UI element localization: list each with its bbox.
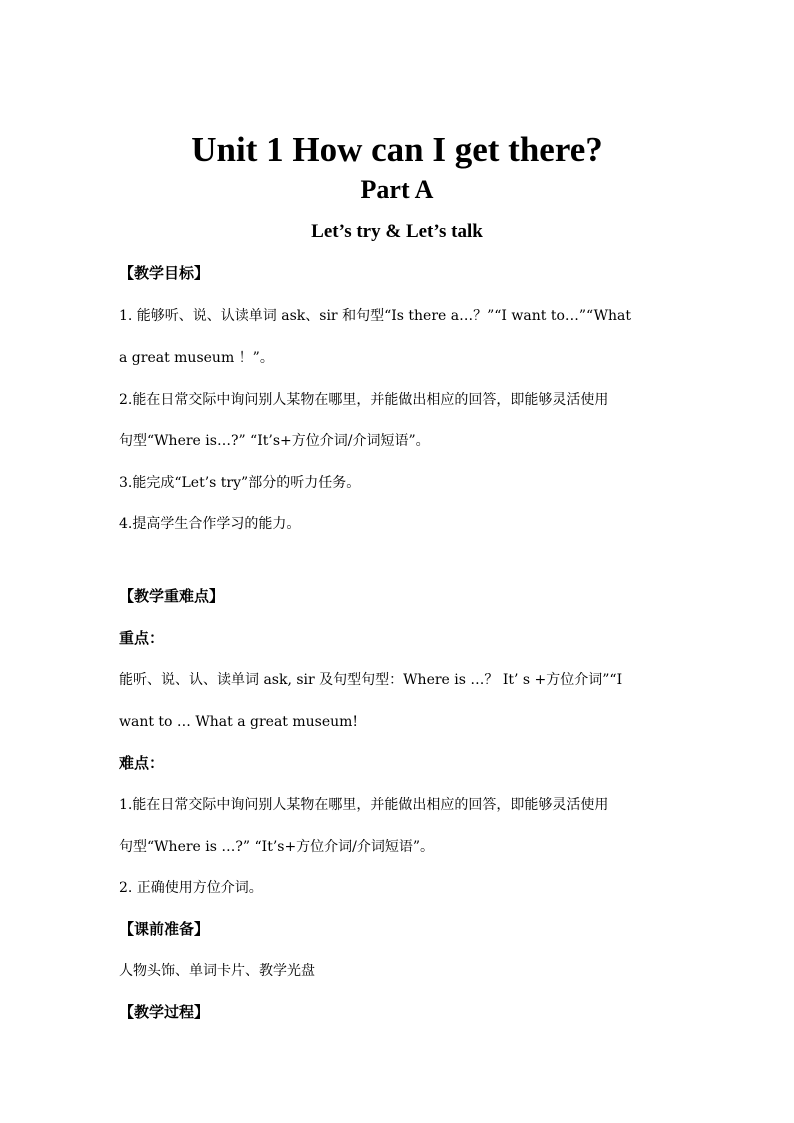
- objective-line: a great museum ！”。: [119, 350, 274, 366]
- objective-line: 3.能完成“Let’s try”部分的听力任务。: [119, 475, 361, 491]
- difficult-line: 2. 正确使用方位介词。: [119, 880, 263, 896]
- process-heading: 【教学过程】: [119, 1003, 210, 1021]
- lesson-subtitle: Let’s try & Let’s talk: [311, 221, 483, 242]
- key-points-heading: 【教学重难点】: [119, 587, 225, 605]
- difficult-line: 1.能在日常交际中询问别人某物在哪里，并能做出相应的回答，即能够灵活使用: [119, 797, 609, 813]
- key-line: 能听、说、认、读单词 ask, sir 及句型句型：Where is …？ It’ s +方位介词”“I: [119, 672, 623, 688]
- objective-line: 1. 能够听、说、认读单词 ask、sir 和句型“Is there a…？”“I want to…”“What: [119, 308, 631, 324]
- objective-line: 4.提高学生合作学习的能力。: [119, 516, 301, 532]
- key-line: want to … What a great museum!: [119, 714, 359, 730]
- document-title: Unit 1 How can I get there?: [191, 130, 603, 169]
- preparation-text: 人物头饰、单词卡片、教学光盘: [119, 963, 315, 979]
- objectives-heading: 【教学目标】: [119, 264, 210, 282]
- objective-line: 句型“Where is…?” “It’s+方位介词/介词短语”。: [119, 433, 430, 449]
- preparation-heading: 【课前准备】: [119, 920, 210, 938]
- part-heading: Part A: [360, 175, 434, 204]
- objective-line: 2.能在日常交际中询问别人某物在哪里，并能做出相应的回答，即能够灵活使用: [119, 392, 609, 408]
- key-label: 重点：: [119, 629, 165, 647]
- difficult-label: 难点：: [119, 754, 165, 772]
- difficult-line: 句型“Where is …?” “It’s+方位介词/介词短语”。: [119, 839, 435, 855]
